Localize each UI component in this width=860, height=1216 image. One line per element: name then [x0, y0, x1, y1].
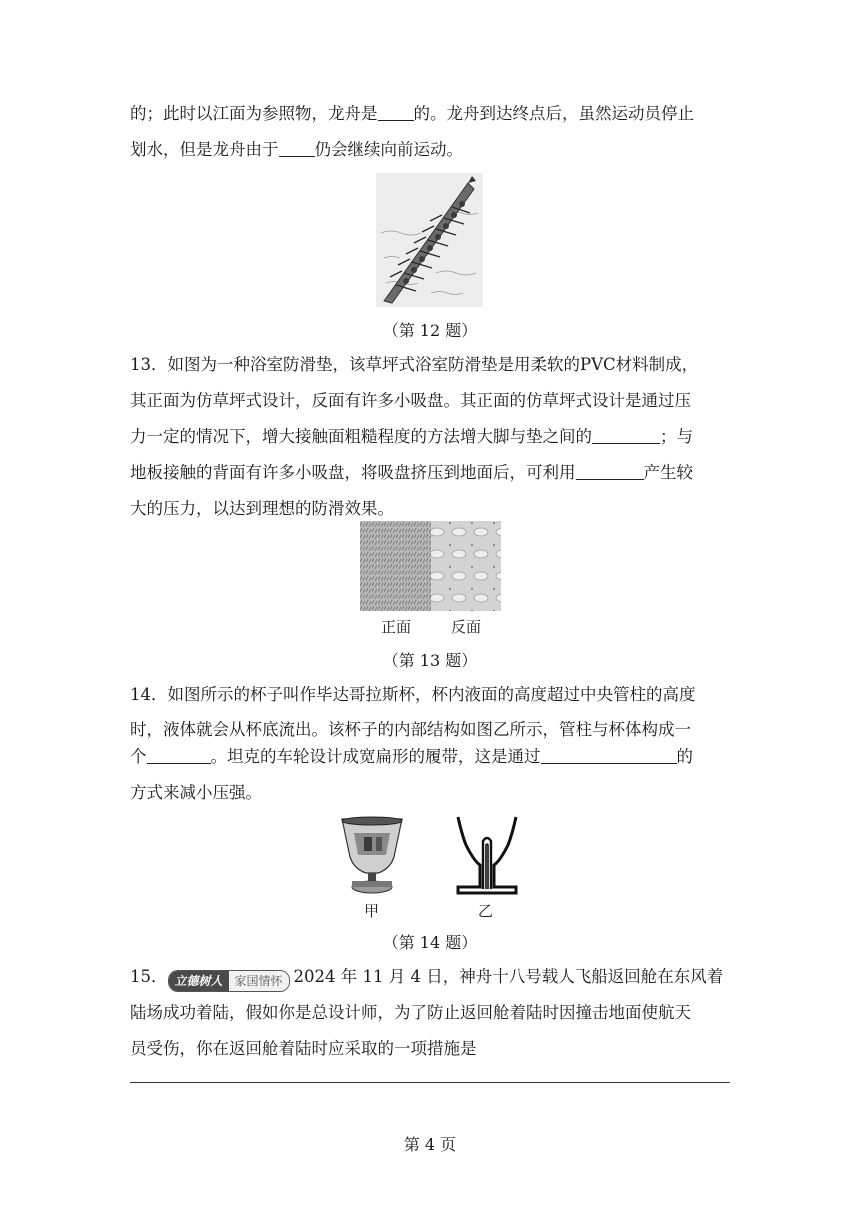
page-number: 第 4 页 — [403, 1135, 457, 1154]
q12-line-1: 的；此时以江面为参照物，龙舟是 的。龙舟到达终点后，虽然运动员停止 — [130, 104, 694, 123]
anti-slip-mat-image — [360, 521, 501, 611]
label-front: 正面 — [381, 618, 412, 636]
q13-line-5: 大的压力，以达到理想的防滑效果。 — [130, 499, 394, 518]
virtue-badge: 立德树人 家国情怀 — [168, 970, 290, 992]
label-jia: 甲 — [364, 902, 380, 920]
answer-blank[interactable] — [541, 747, 677, 764]
q15-line-1: 15． 立德树人 家国情怀 2024 年 11 月 4 日，神舟十八号载人飞船返回舱在东风着 — [130, 966, 730, 992]
figure-caption-14: （第 14 题） — [382, 933, 478, 952]
q15-line-3: 员受伤，你在返回舱着陆时应采取的一项措施是 — [130, 1039, 477, 1058]
q13-line-3: 力一定的情况下，增大接触面粗糙程度的方法增大脚与垫之间的 ；与 — [130, 427, 693, 446]
answer-line[interactable] — [130, 1082, 730, 1083]
answer-blank[interactable] — [576, 463, 644, 480]
q12-line-2: 划水，但是龙舟由于 仍会继续向前运动。 — [130, 140, 463, 159]
dragon-boat-image — [376, 173, 483, 307]
figure-caption-12: （第 12 题） — [382, 321, 478, 340]
label-back: 反面 — [451, 618, 482, 636]
answer-blank[interactable] — [147, 747, 211, 764]
q14-line-1: 14．如图所示的杯子叫作毕达哥拉斯杯，杯内液面的高度超过中央管柱的高度 — [130, 685, 696, 704]
q15-line-2: 陆场成功着陆，假如你是总设计师，为了防止返回舱着陆时因撞击地面使航天 — [130, 1003, 691, 1022]
q14-line-3: 个 。坦克的车轮设计成宽扁形的履带，这是通过 的 — [130, 747, 693, 766]
q13-line-4: 地板接触的背面有许多小吸盘，将吸盘挤压到地面后，可利用 产生较 — [130, 463, 693, 482]
figure-caption-13: （第 13 题） — [382, 651, 478, 670]
label-yi: 乙 — [478, 902, 494, 920]
answer-blank[interactable] — [279, 140, 315, 157]
answer-blank[interactable] — [592, 427, 660, 444]
pythagorean-cup-image — [340, 815, 404, 897]
q14-line-4: 方式来减小压强。 — [130, 783, 262, 802]
q14-line-2: 时，液体就会从杯底流出。该杯子的内部结构如图乙所示，管柱与杯体构成一 — [130, 720, 691, 739]
q13-line-1: 13．如图为一种浴室防滑垫，该草坪式浴室防滑垫是用柔软的PVC材料制成， — [130, 355, 699, 374]
answer-blank[interactable] — [378, 104, 414, 121]
cup-cross-section-diagram — [452, 815, 522, 897]
q13-line-2: 其正面为仿草坪式设计，反面有许多小吸盘。其正面的仿草坪式设计是通过压 — [130, 391, 691, 410]
